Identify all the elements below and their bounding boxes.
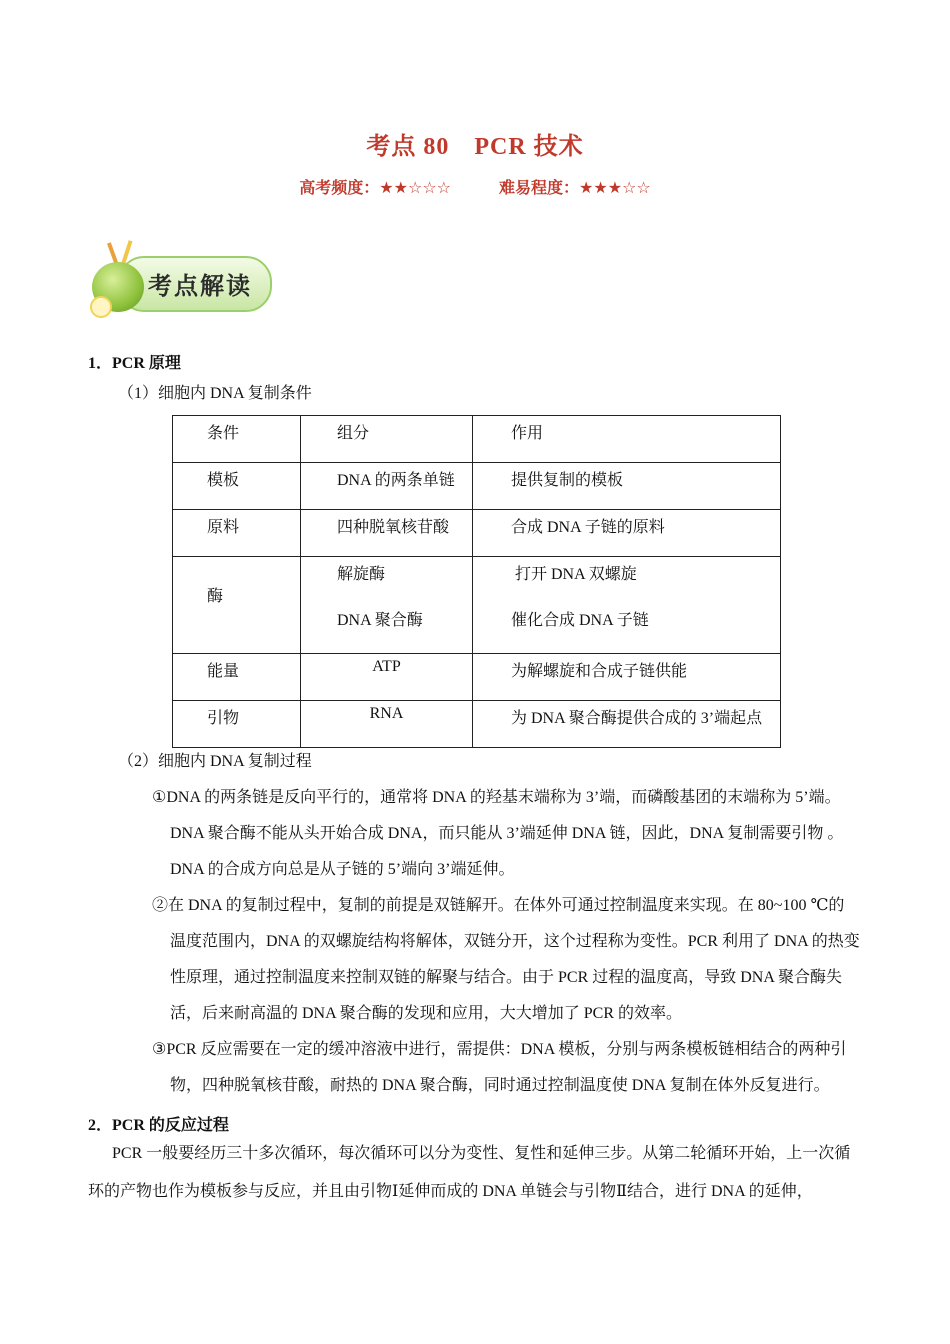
paragraph-line: 温度范围内，DNA 的双螺旋结构将解体，双链分开，这个过程称为变性。PCR 利用了 DNA 的热变 <box>170 933 860 950</box>
paragraph-line: ②在 DNA 的复制过程中，复制的前提是双链解开。在体外可通过控制温度来实现。在 80~100 ℃的 <box>152 897 845 914</box>
table-cell: 合成 DNA 子链的原料 <box>473 510 781 557</box>
table-header-cell: 作用 <box>473 416 781 463</box>
paragraph-line: PCR 一般要经历三十多次循环，每次循环可以分为变性、复性和延伸三步。从第二轮循环开始，上一次循 <box>112 1145 851 1162</box>
frequency-label: 高考频度： <box>299 178 380 197</box>
page-title: 考点 80 PCR 技术 <box>366 134 584 160</box>
rating-line <box>0 175 950 198</box>
table-header-cell: 条件 <box>173 416 301 463</box>
difficulty-label: 难易程度： <box>499 178 580 197</box>
frequency-stars: ★★☆☆☆ <box>379 178 451 197</box>
table-cell: 引物 <box>173 701 301 748</box>
table-cell: 模板 <box>173 463 301 510</box>
sub-heading-1: （1）细胞内 DNA 复制条件 <box>118 385 312 402</box>
section1-heading: 1．PCR 原理 <box>88 355 181 372</box>
table-header-cell: 组分 <box>301 416 473 463</box>
paragraph-line: 物，四种脱氧核苷酸，耐热的 DNA 聚合酶，同时通过控制温度使 DNA 复制在体外反复进行。 <box>170 1077 830 1094</box>
section-banner <box>86 238 276 320</box>
table-row <box>173 654 781 701</box>
table-row <box>173 701 781 748</box>
table-cell: 为 DNA 聚合酶提供合成的 3’端起点 <box>473 701 781 748</box>
table-cell-line: 打开 DNA 双螺旋 <box>515 566 637 583</box>
section2-heading: 2．PCR 的反应过程 <box>88 1117 229 1134</box>
table-cell <box>301 557 473 654</box>
table-cell: 为解螺旋和合成子链供能 <box>473 654 781 701</box>
table-cell: RNA <box>301 701 473 748</box>
paragraph-line: DNA 聚合酶不能从头开始合成 DNA，而只能从 3’端延伸 DNA 链，因此，DNA 复制需要引物 。 <box>170 825 844 842</box>
table-cell <box>473 557 781 654</box>
sub-heading-2: （2）细胞内 DNA 复制过程 <box>118 753 312 770</box>
table-cell: 提供复制的模板 <box>473 463 781 510</box>
replication-conditions-table <box>172 415 781 748</box>
table-cell: 酶 <box>173 557 301 654</box>
table-cell-line: DNA 聚合酶 <box>337 612 423 629</box>
table-cell: 四种脱氧核苷酸 <box>301 510 473 557</box>
table-header-row <box>173 416 781 463</box>
paragraph-line: ③PCR 反应需要在一定的缓冲溶液中进行，需提供：DNA 模板，分别与两条模板链相结合的两种引 <box>152 1041 847 1058</box>
table-cell: DNA 的两条单链 <box>301 463 473 510</box>
table-cell: ATP <box>301 654 473 701</box>
flower-icon <box>90 296 112 318</box>
paragraph-line: DNA 的合成方向总是从子链的 5’端向 3’端延伸。 <box>170 861 515 878</box>
paragraph-line: ①DNA 的两条链是反向平行的，通常将 DNA 的羟基末端称为 3’端，而磷酸基团的末端称为 5’端。 <box>152 789 841 806</box>
table-row <box>173 463 781 510</box>
paragraph-line: 性原理，通过控制温度来控制双链的解聚与结合。由于 PCR 过程的温度高，导致 DNA 聚合酶失 <box>170 969 843 986</box>
table-cell-line: 解旋酶 <box>337 566 386 583</box>
difficulty-stars: ★★★☆☆ <box>579 178 651 197</box>
table-row <box>173 557 781 654</box>
paragraph-line: 环的产物也作为模板参与反应，并且由引物Ⅰ延伸而成的 DNA 单链会与引物Ⅱ结合，进行 DNA 的延伸， <box>88 1183 813 1200</box>
table-cell-line: 催化合成 DNA 子链 <box>511 612 649 629</box>
table-cell: 能量 <box>173 654 301 701</box>
paragraph-line: 活，后来耐高温的 DNA 聚合酶的发现和应用，大大增加了 PCR 的效率。 <box>170 1005 683 1022</box>
banner-label: 考点解读 <box>148 272 252 300</box>
table-row <box>173 510 781 557</box>
table-cell: 原料 <box>173 510 301 557</box>
